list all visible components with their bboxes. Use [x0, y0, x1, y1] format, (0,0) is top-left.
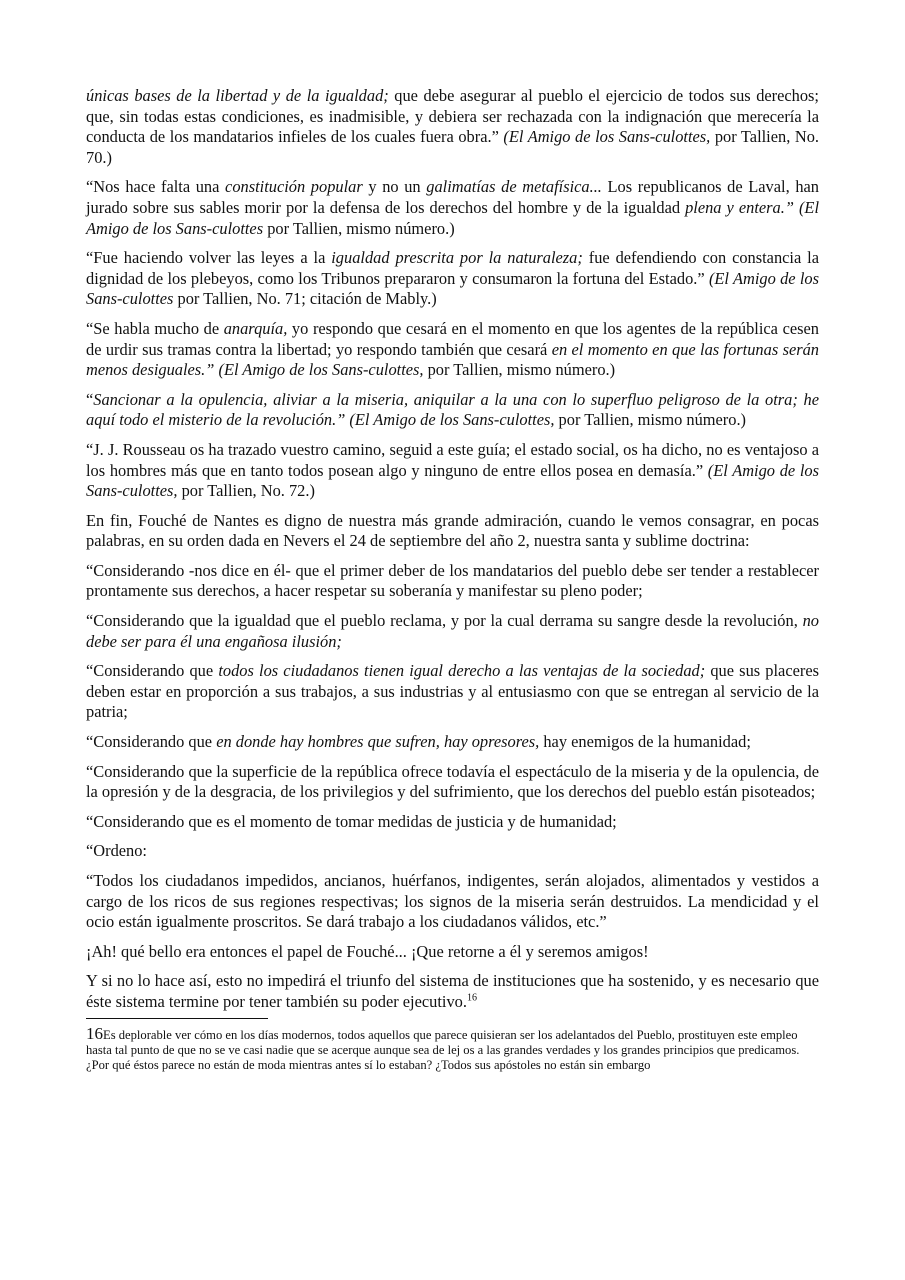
text-run: yo respondo que cesará en el momento en que los agentes de la república cesen de urdir sus tramas contra la libertad; yo respondo también que cesará	[86, 318, 819, 359]
italic-run: no debe ser para él una engañosa ilusión;	[86, 611, 819, 651]
paragraph-1	[86, 86, 819, 168]
paragraph-13	[86, 812, 819, 833]
footnote-number: 16	[86, 1023, 103, 1043]
text-run: Y si no lo hace así, esto no impedirá el triunfo del sistema de instituciones que ha sostenido, y es necesario que éste sistema termine por tener también su poder ejecutivo.	[86, 971, 819, 1011]
text-run: “Ordeno:	[86, 841, 147, 861]
paragraph-2	[86, 177, 819, 239]
footnote	[86, 1023, 819, 1074]
italic-run: igualdad prescrita por la naturaleza;	[331, 248, 583, 268]
text-run: “Considerando que la igualdad que el pueblo reclama, y por la cual derrama su sangre desde la revolución,	[86, 611, 803, 631]
italic-run: en el momento en que las fortunas serán menos desiguales.” (El Amigo de los Sans-culottes,	[86, 339, 819, 380]
paragraph-5	[86, 390, 819, 431]
paragraph-9	[86, 611, 819, 652]
text-run: por Tallien, mismo número.)	[423, 360, 616, 380]
footnote-ref: 16	[466, 992, 477, 1004]
italic-run: plena y entera.” (El Amigo de los Sans-culottes	[86, 197, 819, 238]
footnote-separator	[86, 1018, 268, 1019]
paragraph-16	[86, 942, 819, 963]
paragraph-6	[86, 440, 819, 502]
text-run: por Tallien, No. 72.)	[177, 481, 315, 501]
text-run: “Considerando que es el momento de tomar medidas de justicia y de humanidad;	[86, 811, 617, 831]
italic-run: constitución popular	[225, 177, 363, 197]
paragraph-7	[86, 511, 819, 552]
text-run: por Tallien, mismo número.)	[554, 410, 747, 430]
text-run: “J. J. Rousseau os ha trazado vuestro camino, seguid a este guía; el estado social, os ha dicho, no es ventajoso a los hombres más que en tanto todos posean algo y ninguno de entre ellos posea en demasía.”	[86, 439, 819, 480]
italic-run: únicas bases de la libertad y de la igualdad;	[86, 86, 389, 105]
text-run: En fin, Fouché de Nantes es digno de nuestra más grande admiración, cuando le vemos consagrar, en pocas palabras, en su orden dada en Nevers el 24 de septiembre del año 2, nuestra santa y sublime doctrina:	[86, 510, 819, 551]
italic-run: galimatías de metafísica...	[426, 177, 602, 197]
text-run: “Considerando que	[86, 661, 219, 681]
italic-run: en donde hay hombres que sufren, hay opresores,	[216, 732, 540, 752]
document-page	[86, 86, 819, 1073]
paragraph-4	[86, 319, 819, 381]
text-run: y no un	[362, 177, 427, 197]
paragraph-3	[86, 248, 819, 310]
text-run: “Se habla mucho de	[86, 318, 224, 338]
body-text	[86, 86, 819, 1013]
paragraph-15	[86, 871, 819, 933]
italic-run: Sancionar a la opulencia, aliviar a la miseria, aniquilar a la una con lo superfluo peligroso de la otra; he aquí todo el misterio de la revolución.” (El Amigo de los Sans-culottes,	[86, 389, 819, 430]
text-run: “Todos los ciudadanos impedidos, ancianos, huérfanos, indigentes, serán alojados, alimentados y vestidos a cargo de los ricos de sus regiones respectivas; los signos de la miseria serán destruidos. La mendicidad y el ocio están igualmente proscritos. Se dará trabajo a los ciudadanos válidos, etc.”	[86, 871, 819, 932]
text-run: Los republicanos de Laval, han jurado sobre sus sables morir por la defensa de los derechos del hombre y de la igualdad	[86, 177, 819, 217]
italic-run: anarquía,	[223, 318, 288, 338]
text-run: “Considerando que la superficie de la república ofrece todavía el espectáculo de la miseria y de la opulencia, de la opresión y de la desgracia, de los privilegios y del sufrimiento, que los derechos del pueblo están pisoteados;	[86, 761, 819, 802]
paragraph-8	[86, 561, 819, 602]
text-run: hay enemigos de la humanidad;	[539, 732, 751, 752]
paragraph-17	[86, 971, 819, 1012]
text-run: “	[86, 389, 94, 409]
text-run: ¡Ah! qué bello era entonces el papel de Fouché... ¡Que retorne a él y seremos amigos!	[86, 941, 649, 961]
paragraph-10	[86, 661, 819, 723]
footnote-text: Es deplorable ver cómo en los días modernos, todos aquellos que parece quisieran ser los adelantados del Pueblo, prostituyen este empleo hasta tal punto de que no se ve casi nadie que se acerque aunque sea de lej os a las grandes verdades y los grandes principios que predicamos. ¿Por qué éstos parece no están de moda mientras antes sí lo estaban? ¿Todos sus apóstoles no están sin embargo	[86, 1027, 800, 1072]
text-run: “Fue haciendo volver las leyes a la	[86, 248, 332, 268]
text-run: por Tallien, No. 70.)	[86, 127, 819, 167]
text-run: fue defendiendo con constancia la dignidad de los plebeyos, como los Tribunos prepararon y consumaron la fortuna del Estado.”	[86, 248, 819, 288]
italic-run: (El Amigo de los Sans-culottes,	[86, 460, 819, 501]
text-run: por Tallien, No. 71; citación de Mably.)	[173, 289, 437, 309]
paragraph-11	[86, 732, 819, 753]
text-run: “Nos hace falta una	[86, 177, 226, 197]
paragraph-12	[86, 762, 819, 803]
italic-run: todos los ciudadanos tienen igual derecho a las ventajas de la sociedad;	[218, 661, 706, 681]
text-run: “Considerando -nos dice en él- que el primer deber de los mandatarios del pueblo debe ser tender a restablecer prontamente sus derechos, a hacer respetar su soberanía y manifestar su pleno poder;	[86, 560, 819, 601]
text-run: por Tallien, mismo número.)	[263, 218, 455, 238]
italic-run: (El Amigo de los Sans-culottes	[86, 268, 819, 309]
paragraph-14	[86, 841, 819, 862]
text-run: que sus placeres deben estar en proporción a sus trabajos, a sus industrias y al entusiasmo con que se entregan al servicio de la patria;	[86, 661, 819, 722]
italic-run: (El Amigo de los Sans-culottes,	[503, 127, 711, 147]
text-run: que debe asegurar al pueblo el ejercicio de todos sus derechos; que, sin todas estas condiciones, es inadmisible, y debiera ser rechazada con la indignación que merecería la conducta de los mandatarios infieles de los cuales fuera obra.”	[86, 86, 819, 147]
text-run: “Considerando que	[86, 732, 217, 752]
